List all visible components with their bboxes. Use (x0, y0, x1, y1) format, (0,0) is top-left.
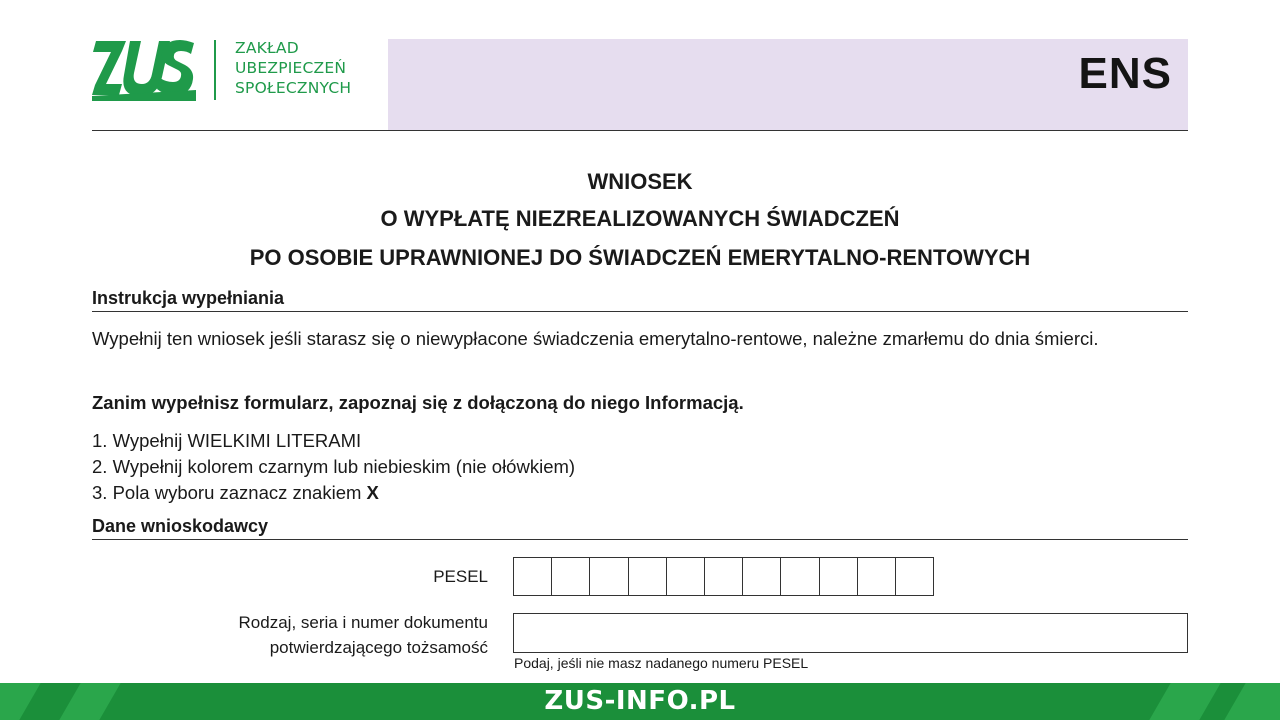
list-item (92, 428, 575, 454)
document-label (239, 610, 488, 660)
logo-line-2: UBEZPIECZEŃ (235, 59, 347, 77)
pesel-digit-cell[interactable] (514, 558, 552, 595)
list-item-text: 2. Wypełnij kolorem czarnym lub niebieskim (nie ołówkiem) (92, 456, 576, 477)
pesel-digit-cell[interactable] (743, 558, 781, 595)
zus-logo (92, 38, 392, 104)
list-item (92, 480, 575, 506)
form-title-line-3: PO OSOBIE UPRAWNIONEJ DO ŚWIADCZEŃ EMERYTALNO-RENTOWYCH (249, 245, 1031, 270)
pesel-digit-cell[interactable] (820, 558, 858, 595)
x-mark: X (366, 482, 379, 503)
list-item (92, 454, 575, 480)
logo-line-3: SPOŁECZNYCH (235, 79, 352, 97)
form-title-line-2: O WYPŁATĘ NIEZREALIZOWANYCH ŚWIADCZEŃ (380, 206, 900, 231)
form-code-box (388, 39, 1188, 130)
list-item-text: 3. Pola wyboru zaznacz znakiem (92, 482, 362, 503)
logo-divider (214, 40, 216, 100)
pesel-digit-cell[interactable] (705, 558, 743, 595)
pesel-digit-cell[interactable] (781, 558, 819, 595)
pesel-digit-cell[interactable] (629, 558, 667, 595)
header-divider (92, 130, 1188, 131)
instructions-heading: Instrukcja wypełniania (92, 288, 1188, 312)
logo-institution-name (235, 38, 351, 98)
document-label-line-2: potwierdzającego tożsamość (269, 638, 488, 657)
pesel-input[interactable] (513, 557, 934, 596)
applicant-heading: Dane wnioskodawcy (92, 516, 1188, 540)
instructions-bold-note: Zanim wypełnisz formularz, zapoznaj się z dołączoną do niego Informacją. (92, 392, 744, 413)
pesel-digit-cell[interactable] (552, 558, 590, 595)
footer-site-name: ZUS-INFO.PL (544, 686, 736, 716)
document-label-line-1: Rodzaj, seria i numer dokumentu (238, 613, 488, 632)
document-hint: Podaj, jeśli nie masz nadanego numeru PESEL (514, 655, 809, 671)
zus-logo-mark (92, 38, 198, 102)
list-item-text: 1. Wypełnij WIELKIMI LITERAMI (92, 430, 362, 451)
pesel-digit-cell[interactable] (896, 558, 933, 595)
pesel-digit-cell[interactable] (667, 558, 705, 595)
form-code: ENS (1078, 49, 1172, 98)
footer-banner (0, 683, 1280, 720)
form-title-line-1: WNIOSEK (587, 169, 693, 194)
logo-line-1: ZAKŁAD (235, 39, 299, 57)
pesel-digit-cell[interactable] (858, 558, 896, 595)
instructions-list (92, 428, 575, 506)
pesel-digit-cell[interactable] (590, 558, 628, 595)
document-number-field[interactable] (513, 613, 1188, 653)
instructions-text: Wypełnij ten wniosek jeśli starasz się o niewypłacone świadczenia emerytalno-rentowe, należne zmarłemu do dnia śmierci. (92, 328, 1099, 349)
pesel-label: PESEL (433, 567, 488, 586)
